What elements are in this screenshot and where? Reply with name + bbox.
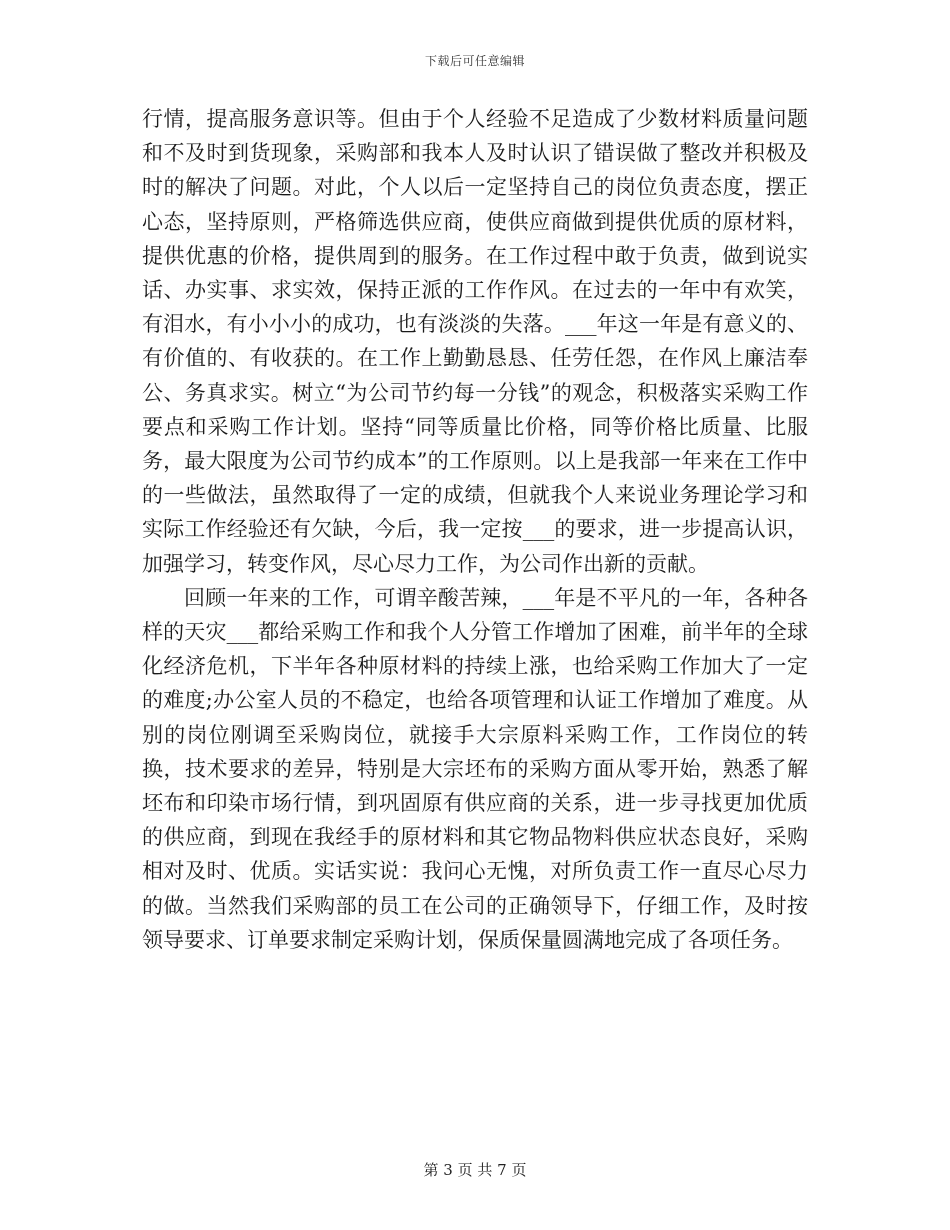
paragraph-review: 回顾一年来的工作，可谓辛酸苦辣，___年是不平凡的一年，各种各样的天灾___都给采购工作和我个人分管工作增加了困难，前半年的全球化经济危机，下半年各种原材料的持续上涨，也给采购工作加大了一定的难度;办公室人员的不稳定，也给各项管理和认证工作增加了难度。从别的岗位刚调至采购岗位，就接手大宗原料采购工作，工作岗位的转换，技术要求的差异，特别是大宗坯布的采购方面从零开始，熟悉了解坯布和印染市场行情，到巩固原有供应商的关系，进一步寻找更加优质的供应商，到现在我经手的原材料和其它物品物料供应状态良好，采购相对及时、优质。实话实说：我问心无愧，对所负责工作一直尽心尽力的做。当然我们采购部的员工在公司的正确领导下，仔细工作，及时按领导要求、订单要求制定采购计划，保质保量圆满地完成了各项任务。 — [142, 585, 808, 952]
page-number: 第 3 页 共 7 页 — [423, 1161, 527, 1179]
document-body — [142, 102, 808, 957]
paragraph-continued: 行情，提高服务意识等。但由于个人经验不足造成了少数材料质量问题和不及时到货现象，采购部和我本人及时认识了错误做了整改并积极及时的解决了问题。对此，个人以后一定坚持自己的岗位负责态度，摆正心态，坚持原则，严格筛选供应商，使供应商做到提供优质的原材料，提供优惠的价格，提供周到的服务。在工作过程中敢于负责，做到说实话、办实事、求实效，保持正派的工作作风。在过去的一年中有欢笑，有泪水，有小小小的成功，也有淡淡的失落。___年这一年是有意义的、有价值的、有收获的。在工作上勤勤恳恳、任劳任怨，在作风上廉洁奉公、务真求实。树立“为公司节约每一分钱”的观念，积极落实采购工作要点和采购工作计划。坚持“同等质量比价格，同等价格比质量、比服务，最大限度为公司节约成本”的工作原则。以上是我部一年来在工作中的一些做法，虽然取得了一定的成绩，但就我个人来说业务理论学习和实际工作经验还有欠缺，今后，我一定按___的要求，进一步提高认识，加强学习，转变作风，尽心尽力工作，为公司作出新的贡献。 — [142, 107, 808, 576]
page-header-note: 下载后可任意编辑 — [424, 54, 525, 68]
